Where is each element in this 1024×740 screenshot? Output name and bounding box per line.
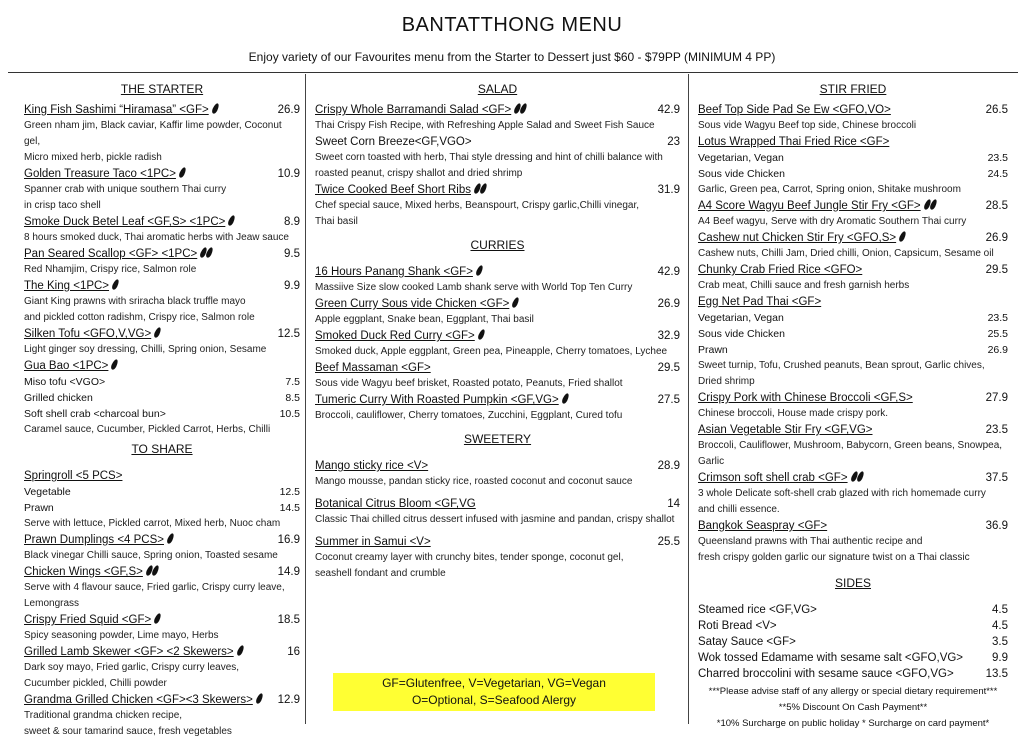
chili-icon — [255, 692, 264, 704]
chili-icon — [898, 230, 907, 242]
menu-option-row — [24, 406, 300, 422]
menu-option-row — [24, 500, 300, 516]
menu-item-row — [315, 182, 680, 198]
menu-item-description: Sweet corn toasted with herb, Thai style dressing and hint of chilli balance with — [315, 152, 663, 163]
chili-icon — [153, 326, 162, 338]
menu-option-row — [24, 484, 300, 500]
menu-item-name: A4 Score Wagyu Beef Jungle Stir Fry <GF> — [698, 200, 921, 212]
menu-item-name: Springroll <5 PCS> — [24, 470, 123, 482]
menu-item-description: sweet & sour tamarind sauce, fresh vegetables — [24, 726, 232, 737]
menu-item-description: Black vinegar Chilli sauce, Spring onion, Toasted sesame — [24, 550, 278, 561]
menu-option-price: 23.5 — [987, 152, 1008, 164]
menu-item-name: Bangkok Seaspray <GF> — [698, 520, 828, 532]
menu-item-price: 31.9 — [657, 184, 680, 196]
menu-item-row — [315, 102, 680, 118]
menu-item-title — [698, 470, 863, 486]
menu-item-title — [315, 134, 472, 150]
menu-option-label: Grilled chicken — [24, 392, 93, 404]
menu-item-row — [698, 198, 1008, 214]
menu-item-price: 29.5 — [985, 264, 1008, 276]
menu-option-price: 26.9 — [987, 344, 1008, 356]
menu-item-row — [698, 134, 1008, 150]
menu-item-name: Gua Bao <1PC> — [24, 360, 109, 372]
section-heading-curries: CURRIES — [470, 238, 525, 252]
menu-item-title — [315, 264, 482, 280]
menu-item-name: Crimson soft shell crab <GF> — [698, 472, 848, 484]
menu-item-description: Micro mixed herb, pickle radish — [24, 152, 162, 163]
menu-item-row — [24, 644, 300, 660]
menu-item-title — [24, 102, 218, 118]
menu-item-title — [698, 422, 873, 438]
menu-item-description: Apple eggplant, Snake bean, Eggplant, Thai basil — [315, 314, 534, 325]
menu-item-name: Golden Treasure Taco <1PC> — [24, 168, 176, 180]
menu-item-title — [24, 692, 262, 708]
side-item-name: Wok tossed Edamame with sesame salt <GFO,VG> — [698, 652, 964, 664]
column-divider — [305, 74, 306, 724]
menu-item-description: 3 whole Delicate soft-shell crab glazed with rich homemade curry — [698, 488, 986, 499]
chili-icon — [211, 102, 220, 114]
menu-item-description: 8 hours smoked duck, Thai aromatic herbs with Jeaw sauce — [24, 232, 289, 243]
menu-item-title — [698, 294, 821, 310]
menu-item-description: in crisp taco shell — [24, 200, 101, 211]
menu-item-description: Mango mousse, pandan sticky rice, roasted coconut and coconut sauce — [315, 476, 633, 487]
menu-item-price: 10.9 — [277, 168, 300, 180]
menu-item-price: 32.9 — [657, 330, 680, 342]
menu-item-title — [24, 278, 118, 294]
menu-item-row — [698, 390, 1008, 406]
menu-item-title — [24, 358, 117, 374]
menu-item-name: Egg Net Pad Thai <GF> — [698, 296, 822, 308]
menu-item-description: Lemongrass — [24, 598, 80, 609]
sweetery-list — [315, 458, 680, 588]
column-middle — [315, 82, 680, 588]
side-item-price: 9.9 — [992, 652, 1008, 664]
menu-option-label: Miso tofu <VGO> — [24, 376, 106, 388]
menu-item-name: Crispy Whole Barramandi Salad <GF> — [315, 104, 512, 116]
menu-item-name: Chicken Wings <GF,S> — [24, 566, 143, 578]
menu-option-label: Sous vide Chicken — [698, 328, 785, 340]
menu-option-label: Soft shell crab <charcoal bun> — [24, 408, 166, 420]
menu-item-row — [24, 468, 300, 484]
menu-item-title — [24, 246, 212, 262]
menu-item-row — [24, 278, 300, 294]
menu-item-description: Light ginger soy dressing, Chilli, Spring onion, Sesame — [24, 344, 267, 355]
menu-option-label: Sous vide Chicken — [698, 168, 785, 180]
menu-item-title — [315, 534, 431, 550]
menu-option-row — [24, 374, 300, 390]
chili-icon — [477, 328, 486, 340]
menu-item-row — [315, 328, 680, 344]
menu-item-price: 16 — [287, 646, 300, 658]
menu-item-row — [698, 102, 1008, 118]
menu-item-title — [24, 532, 173, 548]
menu-option-price: 23.5 — [987, 312, 1008, 324]
menu-item-row — [698, 230, 1008, 246]
menu-option-label: Vegetarian, Vegan — [698, 312, 784, 324]
menu-item-title — [24, 166, 185, 182]
menu-item-description: Chef special sauce, Mixed herbs, Beanspourt, Crispy garlic,Chilli vinegar, — [315, 200, 640, 211]
menu-item-price: 26.9 — [985, 232, 1008, 244]
menu-item-row — [24, 246, 300, 262]
menu-item-row — [698, 518, 1008, 534]
menu-item-title — [24, 214, 234, 230]
menu-item-price: 36.9 — [985, 520, 1008, 532]
menu-item-price: 9.5 — [284, 248, 300, 260]
menu-item-title — [24, 564, 158, 580]
menu-item-name: Prawn Dumplings <4 PCS> — [24, 534, 164, 546]
menu-item-description: Red Nhamjim, Crispy rice, Salmon role — [24, 264, 197, 275]
menu-item-name: Crispy Pork with Chinese Broccoli <GF,S> — [698, 392, 913, 404]
side-item-price: 13.5 — [985, 668, 1008, 680]
chili-icon — [153, 612, 162, 624]
menu-item-row — [24, 326, 300, 342]
side-item-price: 4.5 — [992, 620, 1008, 632]
menu-item-description: Crab meat, Chilli sauce and fresh garnish herbs — [698, 280, 910, 291]
menu-item-title — [315, 360, 431, 376]
menu-option-row — [698, 326, 1008, 342]
menu-item-description: A4 Beef wagyu, Serve with dry Aromatic Southern Thai curry — [698, 216, 967, 227]
menu-item-description: Traditional grandma chicken recipe, — [24, 710, 183, 721]
menu-item-description: Caramel sauce, Cucumber, Pickled Carrot, Herbs, Chilli — [24, 424, 271, 435]
menu-item-price: 23.5 — [985, 424, 1008, 436]
menu-item-price: 28.5 — [985, 200, 1008, 212]
menu-item-row — [24, 358, 300, 374]
menu-item-name: Grandma Grilled Chicken <GF><3 Skewers> — [24, 694, 253, 706]
menu-item-row — [315, 360, 680, 376]
menu-item-description: Garlic, Green pea, Carrot, Spring onion, Shitake mushroom — [698, 184, 961, 195]
menu-option-price: 14.5 — [279, 502, 300, 514]
menu-item-price: 26.9 — [277, 104, 300, 116]
legend-line-1: GF=Glutenfree, V=Vegetarian, VG=Vegan — [382, 676, 606, 690]
menu-item-title — [24, 326, 160, 342]
menu-item-row — [24, 612, 300, 628]
menu-item-row — [24, 532, 300, 548]
side-item-row — [698, 602, 1008, 618]
menu-item-description: Cashew nuts, Chilli Jam, Dried chilli, Onion, Capsicum, Sesame oil — [698, 248, 994, 259]
menu-item-price: 12.9 — [277, 694, 300, 706]
menu-item-price: 8.9 — [284, 216, 300, 228]
menu-option-price: 25.5 — [987, 328, 1008, 340]
menu-item-description: fresh crispy golden garlic our signature twist on a Thai classic — [698, 552, 970, 563]
menu-item-description: Broccoli, Cauliflower, Mushroom, Babycorn, Green beans, Snowpea, Garlic — [698, 440, 1003, 467]
menu-option-row — [698, 342, 1008, 358]
chili-icon — [511, 296, 520, 308]
menu-item-name: Crispy Fried Squid <GF> — [24, 614, 152, 626]
menu-item-name: Summer in Samui <V> — [315, 536, 431, 548]
menu-item-description: Broccoli, cauliflower, Cherry tomatoes, Zucchini, Eggplant, Cured tofu — [315, 410, 623, 421]
menu-item-description: Serve with 4 flavour sauce, Fried garlic, Crispy curry leave, — [24, 582, 285, 593]
menu-item-price: 37.5 — [985, 472, 1008, 484]
menu-item-name: Sweet Corn Breeze<GF,VGO> — [315, 136, 472, 148]
menu-item-title — [24, 644, 243, 660]
section-heading-starter: THE STARTER — [120, 82, 204, 96]
menu-item-name: 16 Hours Panang Shank <GF> — [315, 266, 473, 278]
menu-option-row — [24, 390, 300, 406]
chili-icon — [227, 214, 236, 226]
menu-item-description: Chinese broccoli, House made crispy pork. — [698, 408, 889, 419]
menu-item-row — [315, 264, 680, 280]
menu-item-name: Grilled Lamb Skewer <GF> <2 Skewers> — [24, 646, 234, 658]
menu-item-name: Mango sticky rice <V> — [315, 460, 429, 472]
menu-option-price: 8.5 — [285, 392, 300, 404]
chili-icon — [475, 264, 484, 276]
menu-item-name: Cashew nut Chicken Stir Fry <GFO,S> — [698, 232, 897, 244]
side-item-row — [698, 650, 1008, 666]
menu-option-label: Vegetarian, Vegan — [698, 152, 784, 164]
menu-item-price: 27.9 — [985, 392, 1008, 404]
menu-title: BANTATTHONG MENU — [401, 14, 623, 36]
menu-option-label: Prawn — [24, 502, 54, 514]
menu-item-description: Sous vide Wagyu Beef top side, Chinese broccoli — [698, 120, 917, 131]
menu-option-row — [698, 310, 1008, 326]
menu-item-description: Green nham jim, Black caviar, Kaffir lime powder, Coconut gel, — [24, 120, 282, 147]
chili-icon — [111, 278, 120, 290]
section-heading-stir-fried: STIR FRIED — [819, 82, 887, 96]
menu-item-row — [315, 496, 680, 512]
salad-list — [315, 102, 680, 230]
dietary-legend — [333, 673, 655, 711]
sides-list — [698, 602, 1008, 682]
menu-item-name: Asian Vegetable Stir Fry <GF,VG> — [698, 424, 873, 436]
menu-item-name: Smoke Duck Betel Leaf <GF,S> <1PC> — [24, 216, 226, 228]
menu-item-description: Massiive Size slow cooked Lamb shank serve with World Top Ten Curry — [315, 282, 633, 293]
menu-item-title — [24, 612, 160, 628]
menu-item-description: and chilli essence. — [698, 504, 780, 515]
stirfried-list — [698, 102, 1008, 566]
footer-note: *10% Surcharge on public holiday * Surcharge on card payment* — [716, 718, 990, 729]
menu-item-row — [698, 470, 1008, 486]
menu-item-price: 12.5 — [277, 328, 300, 340]
menu-option-row — [698, 150, 1008, 166]
menu-item-title — [698, 230, 905, 246]
menu-item-row — [24, 564, 300, 580]
menu-item-description: Serve with lettuce, Pickled carrot, Mixed herb, Nuoc cham — [24, 518, 281, 529]
footer-note: ***Please advise staff of any allergy or special dietary requirement*** — [708, 686, 998, 697]
menu-option-row — [698, 166, 1008, 182]
menu-item-title — [698, 262, 862, 278]
menu-option-price: 7.5 — [285, 376, 300, 388]
menu-item-row — [698, 262, 1008, 278]
menu-item-title — [698, 134, 889, 150]
menu-item-name: King Fish Sashimi “Hiramasa” <GF> — [24, 104, 209, 116]
menu-subtitle: Enjoy variety of our Favourites menu from the Starter to Dessert just $60 - $79PP (MINIMUM 4 PP) — [248, 50, 776, 64]
menu-item-description: Cucumber pickled, Chilli powder — [24, 678, 167, 689]
menu-item-row — [315, 458, 680, 474]
menu-item-price: 16.9 — [277, 534, 300, 546]
menu-item-price: 26.9 — [657, 298, 680, 310]
menu-item-description: Smoked duck, Apple eggplant, Green pea, Pineapple, Cherry tomatoes, Lychee — [315, 346, 668, 357]
menu-item-description: Sous vide Wagyu beef brisket, Roasted potato, Peanuts, Fried shallot — [315, 378, 623, 389]
menu-item-price: 27.5 — [657, 394, 680, 406]
menu-item-name: Green Curry Sous vide Chicken <GF> — [315, 298, 510, 310]
menu-item-description: Coconut creamy layer with crunchy bites, tender sponge, coconut gel, — [315, 552, 624, 563]
menu-item-row — [315, 392, 680, 408]
chili-icon — [236, 644, 245, 656]
menu-item-title — [315, 102, 526, 118]
menu-item-name: Beef Top Side Pad Se Ew <GFO,VO> — [698, 104, 891, 116]
menu-item-name: Chunky Crab Fried Rice <GFO> — [698, 264, 863, 276]
menu-item-description: Spicy seasoning powder, Lime mayo, Herbs — [24, 630, 219, 641]
side-item-row — [698, 618, 1008, 634]
menu-item-title — [315, 328, 484, 344]
menu-option-price: 10.5 — [279, 408, 300, 420]
item-spacer — [315, 582, 680, 588]
chili-icon — [166, 532, 175, 544]
menu-item-description: Thai basil — [315, 216, 358, 227]
menu-item-row — [698, 422, 1008, 438]
column-left — [24, 82, 300, 740]
starter-list — [24, 102, 300, 438]
menu-item-name: Botanical Citrus Bloom <GF,VG — [315, 498, 476, 510]
menu-item-price: 9.9 — [284, 280, 300, 292]
chili-icon — [561, 392, 570, 404]
menu-item-title — [315, 296, 518, 312]
menu-item-row — [24, 692, 300, 708]
menu-item-row — [24, 214, 300, 230]
menu-item-row — [24, 166, 300, 182]
section-heading-share: TO SHARE — [131, 442, 193, 456]
menu-item-title — [315, 182, 486, 198]
menu-item-description: Dark soy mayo, Fried garlic, Crispy curry leaves, — [24, 662, 240, 673]
menu-item-price: 28.9 — [657, 460, 680, 472]
menu-item-name: Tumeric Curry With Roasted Pumpkin <GF,VG> — [315, 394, 559, 406]
menu-item-price: 42.9 — [657, 104, 680, 116]
side-item-name: Satay Sauce <GF> — [698, 636, 796, 648]
side-item-row — [698, 634, 1008, 650]
menu-item-price: 18.5 — [277, 614, 300, 626]
menu-item-price: 42.9 — [657, 266, 680, 278]
menu-item-description: seashell fondant and crumble — [315, 568, 446, 579]
menu-item-name: Smoked Duck Red Curry <GF> — [315, 330, 475, 342]
chili-icon — [110, 358, 119, 370]
menu-option-price: 24.5 — [987, 168, 1008, 180]
menu-item-name: Lotus Wrapped Thai Fried Rice <GF> — [698, 136, 890, 148]
header-divider — [8, 72, 1018, 73]
menu-item-description: roasted peanut, crispy shallot and dried shrimp — [315, 168, 523, 179]
menu-item-description: Spanner crab with unique southern Thai curry — [24, 184, 227, 195]
menu-item-title — [24, 468, 122, 484]
menu-item-title — [698, 518, 827, 534]
curries-list — [315, 264, 680, 424]
chili-icon — [178, 166, 187, 178]
legend-line-2: O=Optional, S=Seafood Alergy — [411, 693, 577, 707]
menu-item-title — [315, 458, 428, 474]
menu-item-row — [24, 102, 300, 118]
section-heading-sweetery: SWEETERY — [463, 432, 532, 446]
section-heading-salad: SALAD — [477, 82, 518, 96]
menu-item-title — [315, 392, 568, 408]
menu-item-title — [698, 198, 936, 214]
side-item-name: Roti Bread <V> — [698, 620, 777, 632]
menu-item-row — [698, 294, 1008, 310]
footer-note: **5% Discount On Cash Payment** — [778, 702, 928, 713]
menu-item-name: Pan Seared Scallop <GF> <1PC> — [24, 248, 198, 260]
menu-option-label: Prawn — [698, 344, 728, 356]
menu-item-description: Giant King prawns with sriracha black truffle mayo — [24, 296, 246, 307]
menu-item-price: 25.5 — [657, 536, 680, 548]
menu-item-price: 14.9 — [277, 566, 300, 578]
section-heading-sides: SIDES — [834, 576, 871, 590]
menu-item-description: Classic Thai chilled citrus dessert infused with jasmine and pandan, crispy shallot — [315, 514, 675, 525]
menu-option-price: 12.5 — [279, 486, 300, 498]
side-item-name: Charred broccolini with sesame sauce <GFO,VG> — [698, 668, 954, 680]
menu-item-title — [698, 102, 891, 118]
menu-item-price: 29.5 — [657, 362, 680, 374]
menu-item-name: Twice Cooked Beef Short Ribs — [315, 184, 471, 196]
side-item-name: Steamed rice <GF,VG> — [698, 604, 817, 616]
side-item-price: 4.5 — [992, 604, 1008, 616]
menu-item-name: The King <1PC> — [24, 280, 110, 292]
menu-option-label: Vegetable — [24, 486, 71, 498]
side-item-price: 3.5 — [992, 636, 1008, 648]
menu-item-row — [315, 534, 680, 550]
menu-item-description: and pickled cotton radishm, Crispy rice, Salmon role — [24, 312, 255, 323]
notes-list — [698, 684, 1008, 732]
menu-item-description: Sweet turnip, Tofu, Crushed peanuts, Bean sprout, Garlic chives, Dried shrimp — [698, 360, 985, 387]
menu-item-row — [315, 134, 680, 150]
column-right — [698, 82, 1008, 732]
menu-item-name: Beef Massaman <GF> — [315, 362, 431, 374]
menu-item-title — [315, 496, 476, 512]
side-item-row — [698, 666, 1008, 682]
menu-item-price: 14 — [667, 498, 680, 510]
menu-item-description: Queensland prawns with Thai authentic recipe and — [698, 536, 923, 547]
share-list — [24, 468, 300, 740]
menu-item-price: 23 — [667, 136, 680, 148]
menu-item-price: 26.5 — [985, 104, 1008, 116]
menu-item-name: Silken Tofu <GFO,V,VG> — [24, 328, 152, 340]
menu-item-title — [698, 390, 913, 406]
column-divider — [688, 74, 689, 724]
menu-item-row — [315, 296, 680, 312]
menu-item-description: Thai Crispy Fish Recipe, with Refreshing Apple Salad and Sweet Fish Sauce — [315, 120, 655, 131]
